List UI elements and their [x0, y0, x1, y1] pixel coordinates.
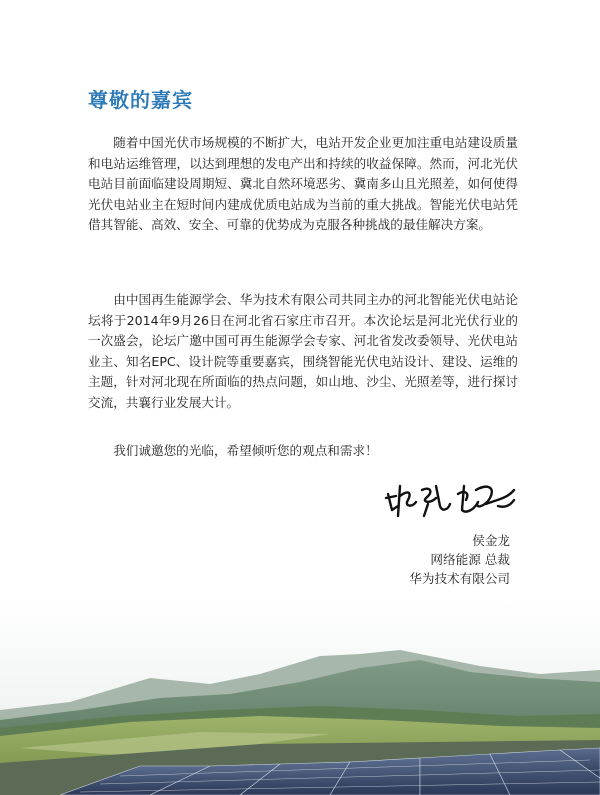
letter-paragraph-2: 由中国再生能源学会、华为技术有限公司共同主办的河北智能光伏电站论坛将于2014年9月26日在河北省石家庄市召开。本次论坛是河北光伏行业的一次盛会，论坛广邀中国可再生能源学会专家、河北省发改委领导、光伏电站业主、知名EPC、设计院等重要嘉宾，围绕智能光伏电站设计、建设、运维的主题，针对河北现在所面临的热点问题，如山地、沙尘、光照差等，进行探讨交流，共襄行业发展大计。 — [88, 292, 518, 410]
solar-farm-landscape-image — [0, 598, 600, 795]
handwritten-signature — [378, 476, 528, 526]
letter-paragraph-3: 我们诚邀您的光临，希望倾听您的观点和需求！ — [113, 443, 378, 458]
signer-company: 华为技术有限公司 — [409, 571, 510, 586]
signer-title: 网络能源 总裁 — [430, 552, 510, 567]
signer-name: 侯金龙 — [472, 533, 510, 548]
letter-heading: 尊敬的嘉宾 — [88, 88, 193, 112]
letter-paragraph-1: 随着中国光伏市场规模的不断扩大，电站开发企业更加注重电站建设质量和电站运维管理，以达到理想的发电产出和持续的收益保障。然而，河北光伏电站目前面临建设周期短、冀北自然环境恶劣、冀南多山且光照差，如何使得光伏电站业主在短时间内建成优质电站成为当前的重大挑战。智能光伏电站凭借其智能、高效、安全、可靠的优势成为克服各种挑战的最佳解决方案。 — [88, 135, 518, 232]
